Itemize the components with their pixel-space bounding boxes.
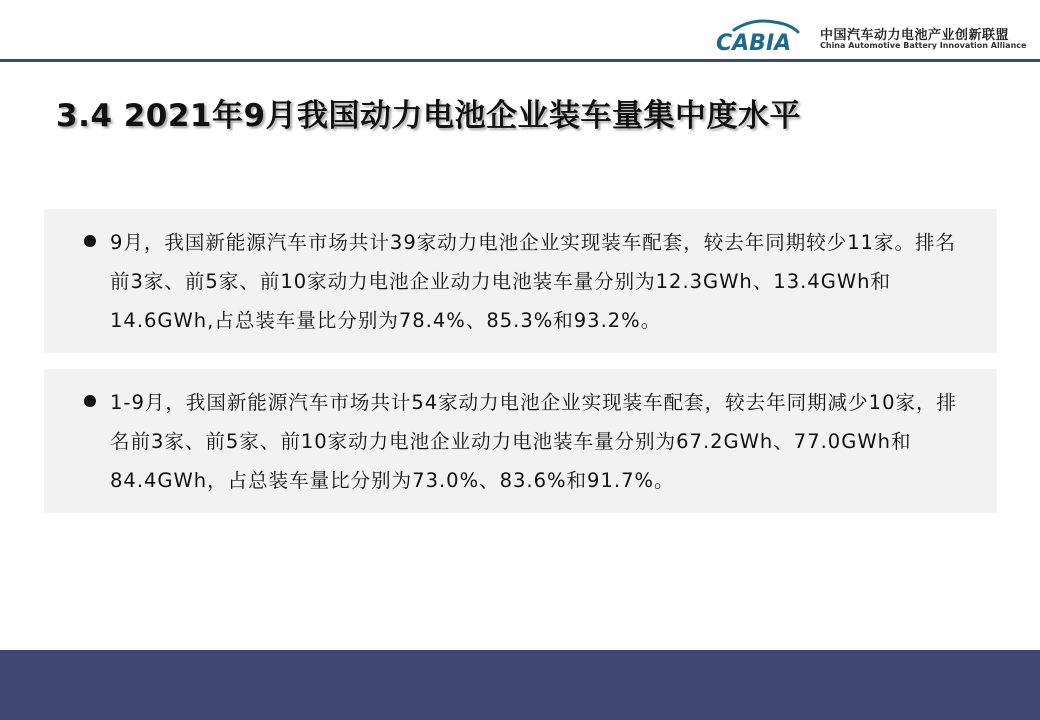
- org-name-cn: 中国汽车动力电池产业创新联盟: [820, 28, 1010, 43]
- header-divider: [0, 59, 1040, 62]
- footer-bar: [0, 650, 1040, 720]
- bullet-dot-icon: [84, 395, 96, 407]
- bullet-dot-icon: [84, 235, 96, 247]
- cabia-logo-icon: [712, 16, 812, 56]
- bullet-text-september: 9月，我国新能源汽车市场共计39家动力电池企业实现装车配套，较去年同期较少11家。排名前3家、前5家、前10家动力电池企业动力电池装车量分别为12.3GWh、13.4GWh和14.6GWh,占总装车量比分别为78.4%、85.3%和93.2%。: [110, 231, 957, 332]
- cabia-logo: [712, 16, 1032, 56]
- logo-mark-text: CABIA: [716, 31, 792, 56]
- bullet-box-september: [44, 209, 997, 353]
- bullet-box-jan-sep: [44, 369, 997, 513]
- org-name-en: China Automotive Battery Innovation Alliance: [820, 41, 1027, 50]
- bullet-text-jan-sep: 1-9月，我国新能源汽车市场共计54家动力电池企业实现装车配套，较去年同期减少10家，排名前3家、前5家、前10家动力电池企业动力电池装车量分别为67.2GWh、77.0GWh和84.4GWh，占总装车量比分别为73.0%、83.6%和91.7%。: [110, 391, 957, 492]
- page-title: 3.4 2021年9月我国动力电池企业装车量集中度水平: [56, 98, 802, 134]
- header: [0, 0, 1040, 62]
